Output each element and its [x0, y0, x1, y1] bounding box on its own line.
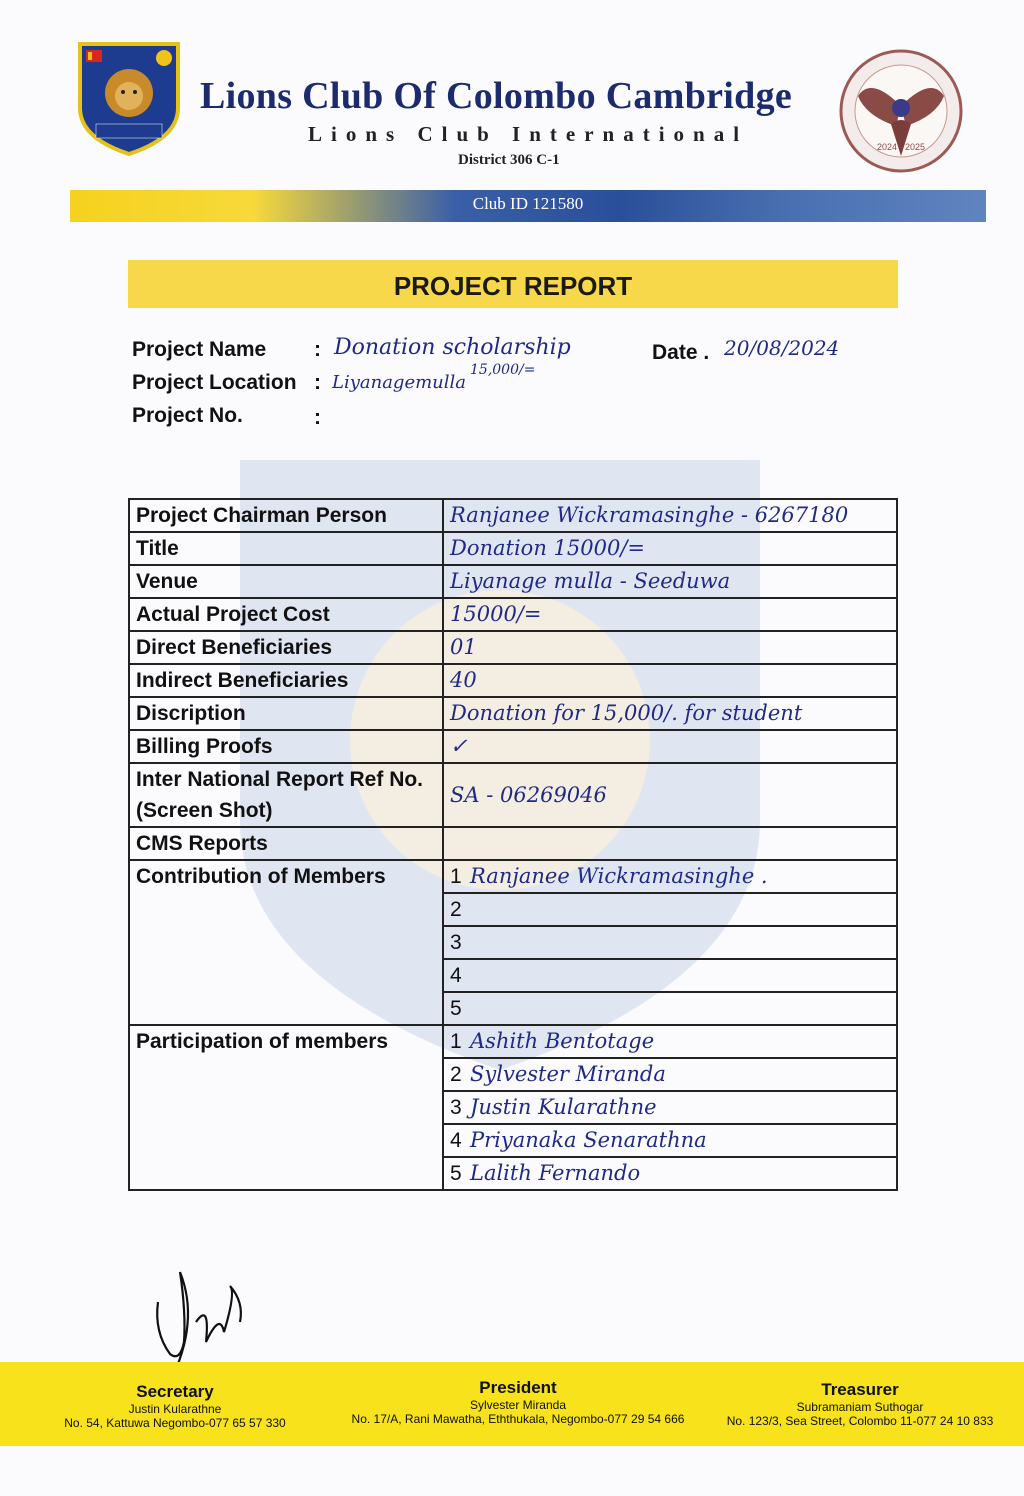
uniting-hearts-badge-logo	[836, 46, 966, 176]
entry-number: 5	[450, 997, 462, 1020]
row-value	[443, 827, 897, 860]
member-name: Justin Kularathne	[470, 1095, 657, 1119]
table-row	[129, 664, 897, 697]
row-value: Donation for 15,000/. for student	[443, 697, 897, 730]
secretary-role: Secretary	[136, 1382, 214, 1401]
member-name: Ashith Bentotage	[470, 1029, 655, 1053]
entry-number: 1	[450, 865, 462, 888]
project-name-amount: 15,000/=	[470, 362, 536, 378]
participation-label: Participation of members	[129, 1025, 443, 1190]
project-location-colon: :	[314, 371, 321, 394]
report-title-bar	[128, 260, 898, 308]
club-id-band	[70, 190, 986, 222]
project-name-label: Project Name	[132, 338, 267, 361]
contribution-entry	[443, 926, 897, 959]
club-shield-logo	[74, 38, 184, 156]
table-row	[129, 763, 897, 827]
row-value: Liyanage mulla - Seeduwa	[443, 565, 897, 598]
row-value: 15000/=	[443, 598, 897, 631]
president-role: President	[479, 1378, 557, 1397]
member-name: Priyanaka Senarathna	[470, 1128, 707, 1152]
entry-number: 5	[450, 1162, 462, 1185]
row-label: Direct Beneficiaries	[129, 631, 443, 664]
row-label: Discription	[129, 697, 443, 730]
project-report-table	[128, 498, 898, 1191]
entry-number: 4	[450, 964, 462, 987]
row-value: Ranjanee Wickramasinghe - 6267180	[443, 499, 897, 532]
row-label: Project Chairman Person	[129, 499, 443, 532]
participation-entry	[443, 1058, 897, 1091]
table-row	[129, 827, 897, 860]
secretary-block	[20, 1382, 330, 1430]
badge-years: 2024 - 2025	[876, 142, 926, 152]
table-row	[129, 532, 897, 565]
row-label: Inter National Report Ref No. (Screen Shot)	[129, 763, 443, 827]
row-label: Title	[129, 532, 443, 565]
club-subtitle: Lions Club International	[308, 122, 749, 146]
date-label: Date .	[652, 341, 710, 364]
member-name: Lalith Fernando	[470, 1161, 641, 1185]
date-value: 20/08/2024	[724, 336, 840, 360]
treasurer-role: Treasurer	[821, 1380, 899, 1399]
treasurer-name: Subramaniam Suthogar	[796, 1400, 924, 1414]
president-block	[340, 1378, 696, 1426]
contribution-entry	[443, 992, 897, 1025]
contribution-entry	[443, 959, 897, 992]
entry-number: 3	[450, 931, 462, 954]
member-name: Ranjanee Wickramasinghe .	[470, 864, 768, 888]
participation-entry	[443, 1124, 897, 1157]
member-name: Sylvester Miranda	[470, 1062, 666, 1086]
table-row	[129, 565, 897, 598]
district-label: District 306 C-1	[458, 152, 560, 168]
treasurer-address: No. 123/3, Sea Street, Colombo 11-077 24 10 833	[726, 1414, 994, 1428]
project-no-colon: :	[314, 406, 321, 429]
contribution-label: Contribution of Members	[129, 860, 443, 1025]
row-value: SA - 06269046	[443, 763, 897, 827]
table-row	[129, 697, 897, 730]
secretary-address: No. 54, Kattuwa Negombo-077 65 57 330	[64, 1416, 286, 1430]
contribution-entry	[443, 893, 897, 926]
entry-number: 1	[450, 1030, 462, 1053]
row-value: 01	[443, 631, 897, 664]
treasurer-block	[712, 1380, 1008, 1428]
row-label: CMS Reports	[129, 827, 443, 860]
table-row	[129, 598, 897, 631]
project-location-label: Project Location	[132, 371, 297, 394]
member-row	[129, 1025, 897, 1058]
row-value: ✓	[443, 730, 897, 763]
project-no-label: Project No.	[132, 404, 243, 427]
project-name-colon: :	[314, 338, 321, 361]
contribution-entry	[443, 860, 897, 893]
participation-entry	[443, 1025, 897, 1058]
entry-number: 4	[450, 1129, 462, 1152]
report-title: PROJECT REPORT	[393, 271, 633, 301]
participation-entry	[443, 1091, 897, 1124]
project-location-value: Liyanagemulla	[332, 372, 467, 393]
club-id: Club ID 121580	[472, 194, 584, 213]
entry-number: 2	[450, 898, 462, 921]
entry-number: 3	[450, 1096, 462, 1119]
project-name-value: Donation scholarship	[334, 335, 571, 360]
row-value: 40	[443, 664, 897, 697]
participation-entry	[443, 1157, 897, 1190]
row-label: Venue	[129, 565, 443, 598]
table-row	[129, 631, 897, 664]
secretary-name: Justin Kularathne	[128, 1402, 222, 1416]
row-label: Actual Project Cost	[129, 598, 443, 631]
table-row	[129, 730, 897, 763]
row-label: Indirect Beneficiaries	[129, 664, 443, 697]
entry-number: 2	[450, 1063, 462, 1086]
officers-footer	[0, 1362, 1024, 1446]
member-row	[129, 860, 897, 893]
president-address: No. 17/A, Rani Mawatha, Eththukala, Negombo-077 29 54 666	[351, 1412, 685, 1426]
club-name: Lions Club Of Colombo Cambridge	[200, 75, 793, 117]
row-value: Donation 15000/=	[443, 532, 897, 565]
president-name: Sylvester Miranda	[469, 1398, 567, 1412]
row-label: Billing Proofs	[129, 730, 443, 763]
table-row	[129, 499, 897, 532]
